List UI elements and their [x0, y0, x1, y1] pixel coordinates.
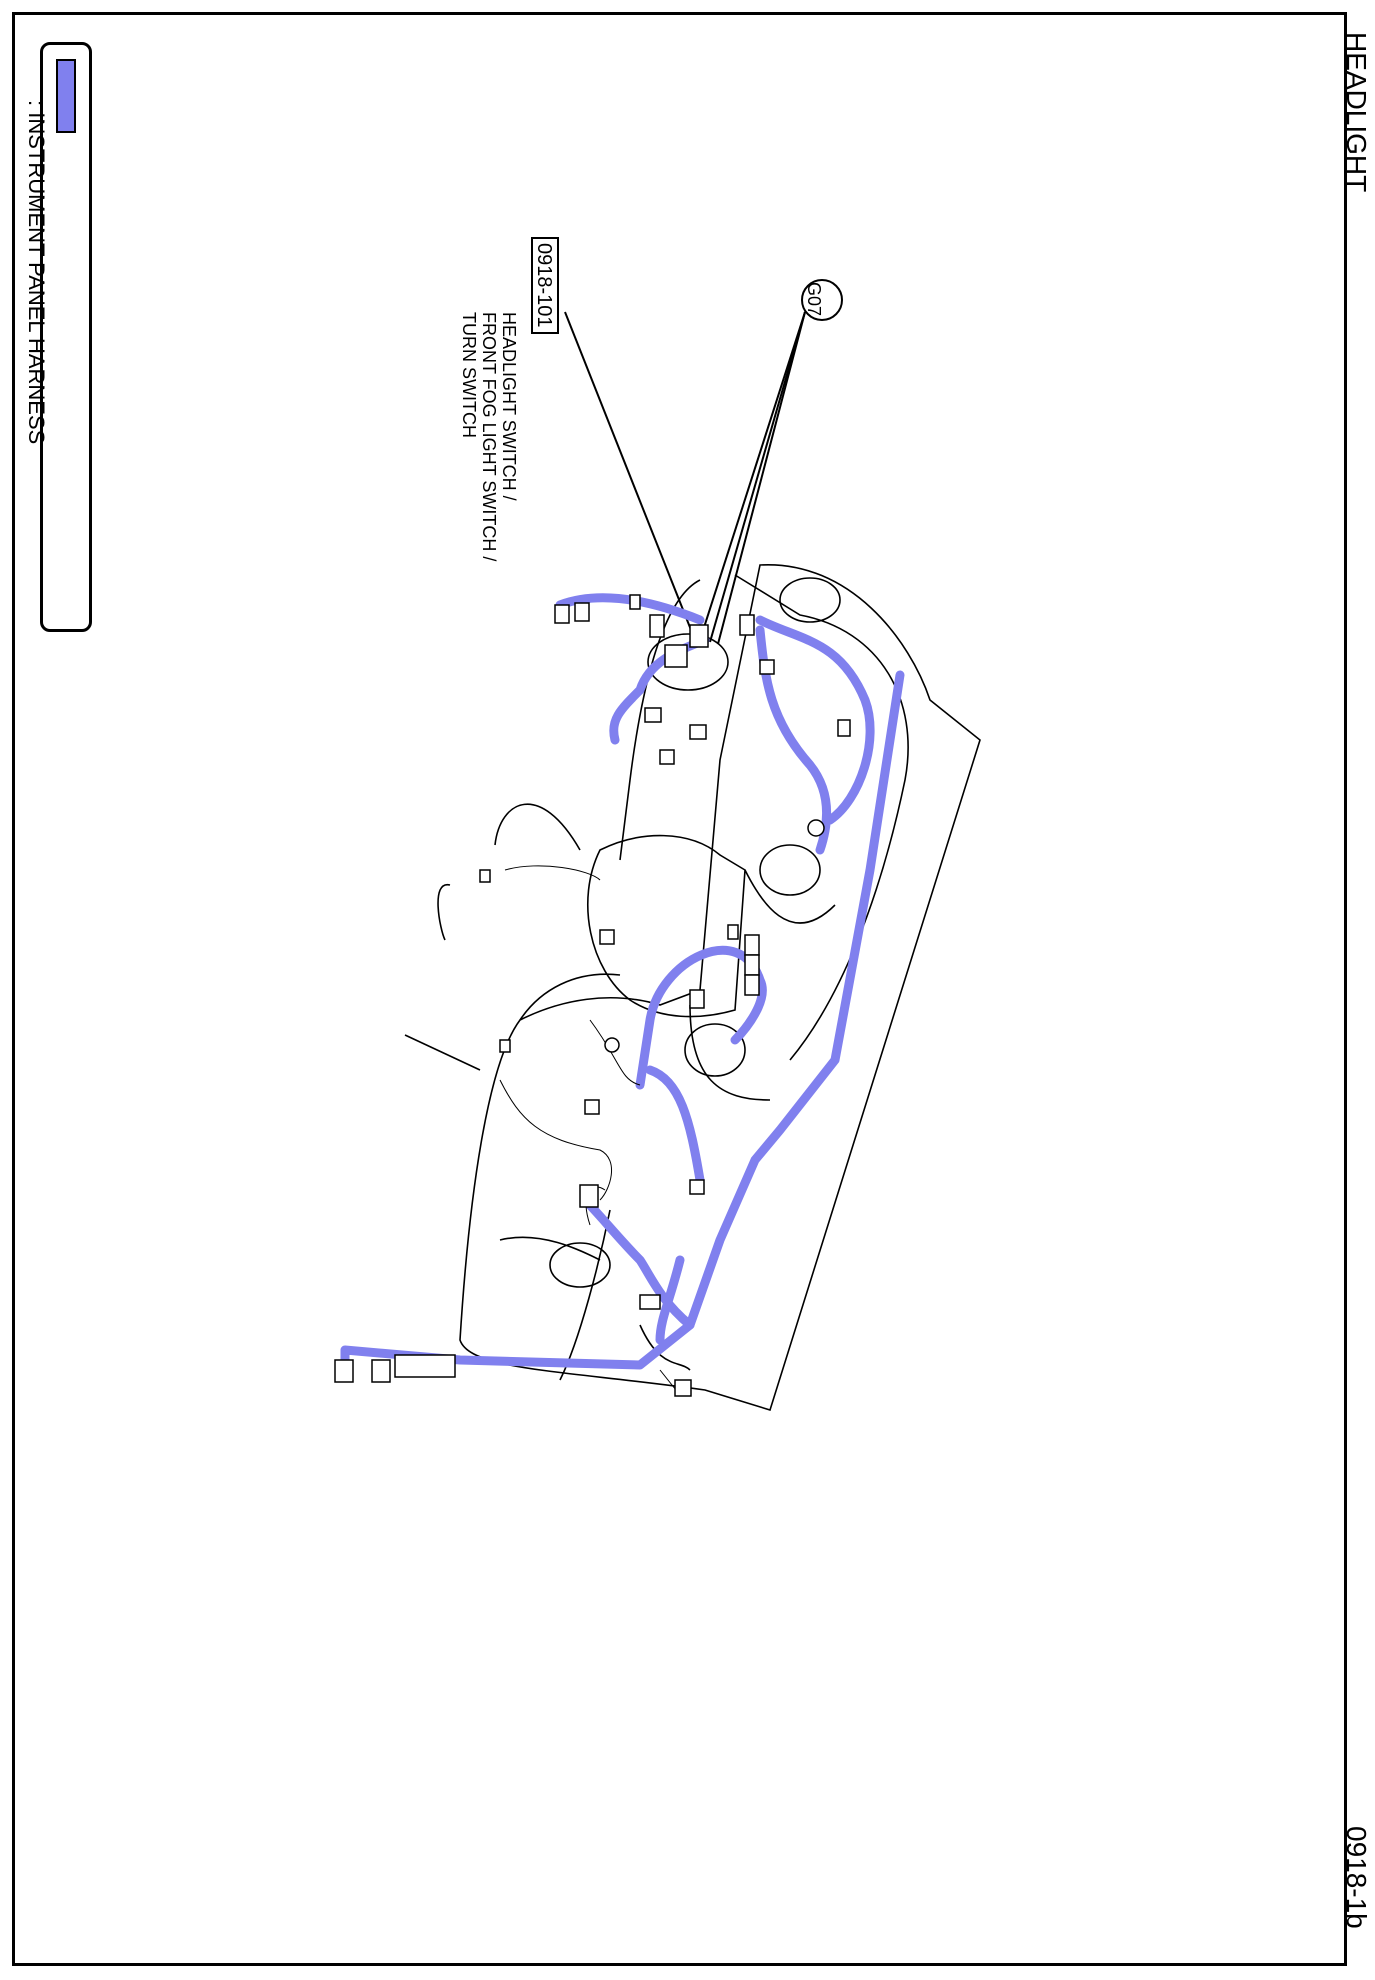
connector-block	[555, 605, 569, 623]
connector-block	[745, 935, 759, 955]
instrument-panel-harness	[345, 598, 900, 1370]
page-number: 0918-1b	[1341, 1826, 1372, 1929]
connector-block	[728, 925, 738, 939]
ground-g07-label: G07	[804, 282, 824, 317]
connector-block	[372, 1360, 390, 1382]
connector-block	[630, 595, 640, 609]
connector-block	[645, 708, 661, 722]
page-title: HEADLIGHT	[1341, 32, 1372, 193]
connector-block	[690, 725, 706, 739]
connector-block	[745, 975, 759, 995]
connector-block	[690, 1180, 704, 1194]
connector-block	[335, 1360, 353, 1382]
connector-block	[480, 870, 490, 882]
connector-block	[650, 615, 664, 637]
connector-desc-line-1: HEADLIGHT SWITCH /	[499, 312, 519, 501]
ground-bolts	[605, 820, 824, 1052]
legend-label: : INSTRUMENT PANEL HARNESS	[24, 100, 49, 445]
connector-block	[740, 615, 754, 635]
connector-block	[675, 1380, 691, 1396]
connector-block	[838, 720, 850, 736]
connector-block	[665, 645, 687, 667]
connector-block	[575, 603, 589, 621]
connector-block	[760, 660, 774, 674]
connector-block	[585, 1100, 599, 1114]
connector-block	[500, 1040, 510, 1052]
connector-block	[640, 1295, 660, 1309]
connector-block	[660, 750, 674, 764]
connector-block	[600, 930, 614, 944]
connector-desc-line-3: TURN SWITCH	[459, 312, 479, 438]
connector-block	[580, 1185, 598, 1207]
harness-connectors	[335, 595, 850, 1396]
connector-block	[745, 955, 759, 975]
connector-desc-line-2: FRONT FOG LIGHT SWITCH /	[479, 312, 499, 562]
connector-id-label: 0918-101	[531, 237, 559, 334]
connector-block	[395, 1355, 455, 1377]
connector-block	[690, 990, 704, 1008]
connector-block	[690, 625, 708, 647]
